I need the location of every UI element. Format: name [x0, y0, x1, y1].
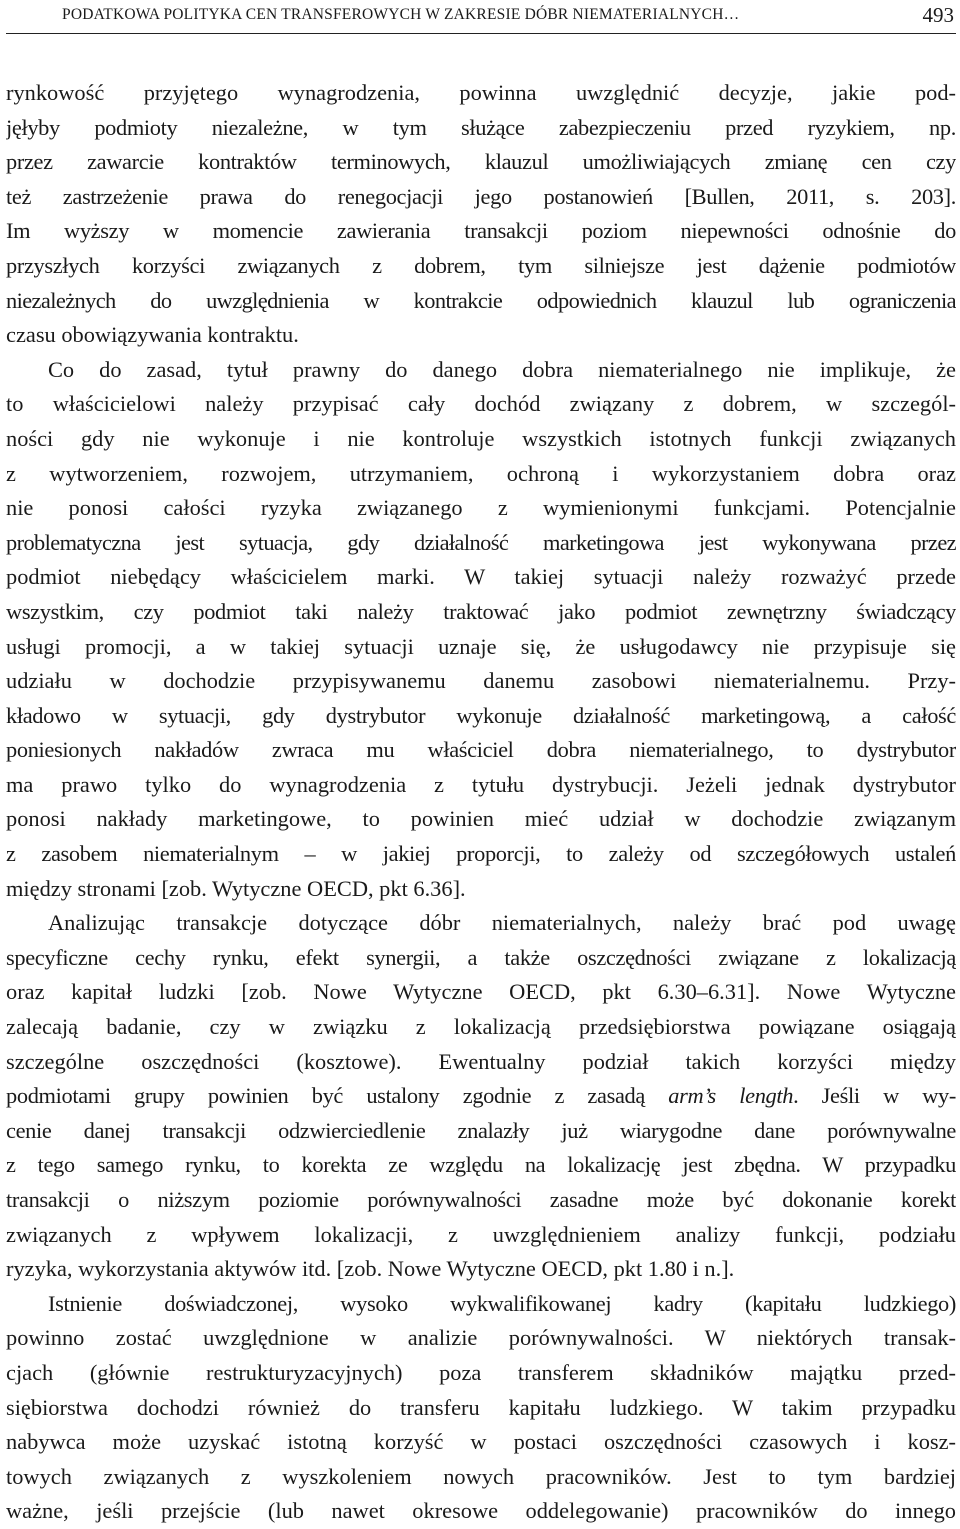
text-line: przez zawarcie kontraktów terminowych, klauzul umożliwiających zmianę cen czy [6, 149, 956, 175]
text-line: Analizując transakcje dotyczące dóbr niematerialnych, należy brać pod uwagę [48, 910, 956, 936]
text-line: wszystkim, czy podmiot taki należy traktować jako podmiot zewnętrzny świadczący [6, 598, 956, 624]
running-head: PODATKOWA POLITYKA CEN TRANSFEROWYCH W ZAKRESIE DÓBR NIEMATERIALNYCH… [62, 6, 740, 23]
body-text [6, 76, 956, 1529]
text-line: powinno zostać uwzględnione w analizie porównywalności. W niektórych transak- [6, 1325, 956, 1351]
text-line: poniesionych nakładów zwraca mu właściciel dobra niematerialnego, to dystrybutor [6, 737, 956, 763]
text-segment: . Jeśli w wy- [793, 1083, 956, 1109]
text-line: przyszłych korzyści związanych z dobrem, tym silniejsze jest dążenie podmiotów [6, 252, 956, 278]
text-line: rynkowość przyjętego wynagrodzenia, powinna uwzględnić decyzje, jakie pod- [6, 80, 956, 105]
text-line: to właścicielowi należy przypisać cały dochód związany z dobrem, w szczegól- [6, 391, 956, 417]
text-line: podmiot niebędący właścicielem marki. W takiej sytuacji należy rozważyć przede [6, 564, 956, 590]
text-line: szczególne oszczędności (kosztowe). Ewentualny podział takich korzyści między [6, 1048, 956, 1074]
text-line-with-italic [6, 1079, 956, 1114]
text-line: Im wyższy w momencie zawierania transakcji poziom niepewności odnośnie do [6, 218, 956, 244]
text-line: niezależnych do uwzględnienia w kontrakcie odpowiednich klauzul lub ograniczenia [6, 287, 956, 313]
text-line: oraz kapitał ludzki [zob. Nowe Wytyczne OECD, pkt 6.30–6.31]. Nowe Wytyczne [6, 979, 956, 1005]
text-line: z zasobem niematerialnym – w jakiej proporcji, to zależy od szczegółowych ustaleń [6, 841, 956, 867]
text-line: usługi promocji, a w takiej sytuacji uznaje się, że usługodawcy nie przypisuje się [6, 633, 956, 659]
text-line: transakcji o niższym poziomie porównywalności zasadne może być dokonanie korekt [6, 1187, 956, 1212]
text-line: z tego samego rynku, to korekta ze względu na lokalizację jest zbędna. W przypadku [6, 1152, 956, 1178]
text-line: ności gdy nie wykonuje i nie kontroluje wszystkich istotnych funkcji związanych [6, 425, 956, 451]
text-line: cenie danej transakcji odzwierciedlenie znalazły już wiarygodne dane porównywalne [6, 1117, 956, 1143]
text-line: nabywca może uzyskać istotną korzyść w postaci oszczędności czasowych i kosz- [6, 1429, 956, 1455]
text-line: siębiorstwa dochodzi również do transferu kapitału ludzkiego. W takim przypadku [6, 1394, 956, 1420]
text-line: specyficzne cechy rynku, efekt synergii, a także oszczędności związane z lokalizacją [6, 944, 956, 970]
text-line: towych związanych z wyszkoleniem nowych pracowników. Jest to tym bardziej [6, 1463, 956, 1489]
text-line: ważne, jeśli przejście (lub nawet okresowe oddelegowanie) pracowników do innego [6, 1498, 956, 1524]
text-line: ryzyka, wykorzystania aktywów itd. [zob. Nowe Wytyczne OECD, pkt 1.80 i n.]. [6, 1256, 735, 1282]
text-line: cjach (głównie restrukturyzacyjnych) poza transferem składników majątku przed- [6, 1359, 956, 1385]
text-line: Istnienie doświadczonej, wysoko wykwalifikowanej kadry (kapitału ludzkiego) [48, 1290, 956, 1316]
page-number: 493 [922, 3, 954, 27]
text-line: też zastrzeżenie prawa do renegocjacji jego postanowień [Bullen, 2011, s. 203]. [6, 183, 956, 209]
text-line: zalecają badanie, czy w związku z lokalizacją przedsiębiorstwa powiązane osiągają [6, 1014, 956, 1040]
text-line: kładowo w sytuacji, gdy dystrybutor wykonuje działalność marketingową, a całość [6, 702, 956, 728]
text-line: nie ponosi całości ryzyka związanego z wymienionymi funkcjami. Potencjalnie [6, 495, 956, 521]
italic-term: arm’s length [668, 1083, 794, 1109]
text-line: Co do zasad, tytuł prawny do danego dobra niematerialnego nie implikuje, że [48, 356, 956, 382]
page-header [6, 0, 956, 34]
text-line: między stronami [zob. Wytyczne OECD, pkt 6.36]. [6, 875, 466, 901]
text-line: z wytworzeniem, rozwojem, utrzymaniem, ochroną i wykorzystaniem dobra oraz [6, 460, 956, 486]
text-line: problematyczna jest sytuacja, gdy działalność marketingowa jest wykonywana przez [6, 529, 956, 555]
text-line: jęłyby podmioty niezależne, w tym służące zabezpieczeniu przed ryzykiem, np. [6, 114, 956, 140]
text-line: ponosi nakłady marketingowe, to powinien mieć udział w dochodzie związanym [6, 806, 956, 832]
text-line: udziału w dochodzie przypisywanemu danemu zasobowi niematerialnemu. Przy- [6, 668, 956, 694]
text-line: czasu obowiązywania kontraktu. [6, 322, 299, 348]
text-segment: podmiotami grupy powinien być ustalony zgodnie z zasadą [6, 1083, 669, 1109]
text-line: ma prawo tylko do wynagrodzenia z tytułu dystrybucji. Jeżeli jednak dystrybutor [6, 771, 956, 797]
text-line: związanych z wpływem lokalizacji, z uwzględnieniem analizy funkcji, podziału [6, 1221, 956, 1247]
